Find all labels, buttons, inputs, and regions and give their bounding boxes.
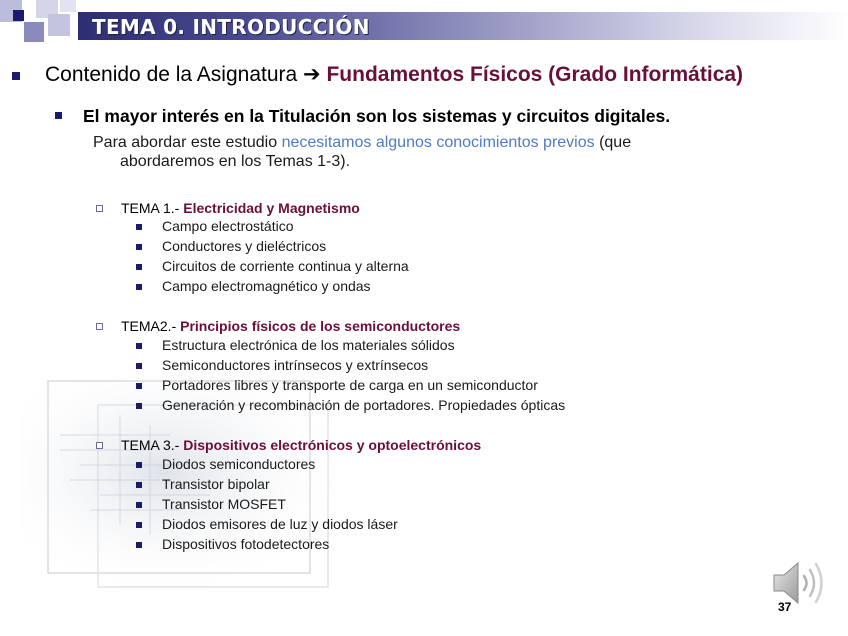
bullet-square-icon: [136, 462, 142, 468]
tema-1-items: [136, 216, 409, 296]
header-square-decoration: [24, 22, 44, 42]
list-item-text: Diodos emisores de luz y diodos láser: [162, 516, 398, 532]
tema-2-items: [136, 335, 565, 415]
level1-prefix: Contenido de la Asignatura: [45, 63, 298, 86]
list-item-text: Portadores libres y transporte de carga en un semiconductor: [162, 377, 538, 393]
tema-2-title: Principios físicos de los semiconductores: [180, 318, 461, 334]
paragraph-line2: abordaremos en los Temas 1-3).: [120, 153, 351, 170]
list-item-text: Generación y recombinación de portadores. Propiedades ópticas: [162, 397, 566, 413]
level2-text: El mayor interés en la Titulación son los sistemas y circuitos digitales.: [83, 106, 671, 126]
bullet-square-icon: [136, 264, 142, 270]
bullet-square-icon: [136, 363, 142, 369]
tema-2-label: [121, 318, 460, 334]
list-item-text: Semiconductores intrínsecos y extrínsecos: [162, 357, 429, 373]
list-item: [136, 355, 565, 375]
intro-paragraph: [93, 133, 773, 171]
list-item-text: Conductores y dieléctricos: [162, 238, 327, 254]
header-square-decoration: [13, 10, 24, 21]
list-item-text: Transistor bipolar: [162, 476, 270, 492]
page-title: TEMA 0. INTRODUCCIÓN: [92, 15, 370, 39]
tema-1-title: Electricidad y Magnetismo: [183, 200, 360, 216]
hollow-square-bullet-icon: [96, 205, 103, 212]
tema-3-label: [121, 437, 481, 453]
bullet-square-icon: [136, 343, 142, 349]
list-item: [136, 534, 398, 554]
tema-3-prefix: TEMA 3.-: [121, 437, 184, 453]
tema-2-prefix: TEMA2.-: [121, 318, 181, 334]
list-item-text: Dispositivos fotodetectores: [162, 536, 330, 552]
list-item: [136, 395, 565, 415]
list-item-text: Estructura electrónica de los materiales sólidos: [162, 337, 455, 353]
list-item-text: Circuitos de corriente continua y alterna: [162, 258, 409, 274]
list-item-text: Transistor MOSFET: [162, 496, 286, 512]
page-number: 37: [778, 600, 792, 614]
bullet-square-icon: [55, 112, 62, 119]
list-item: [136, 375, 565, 395]
tema-3-title: Dispositivos electrónicos y optoelectrónicos: [183, 437, 482, 453]
header-bar: [0, 0, 848, 46]
tema-3-items: [136, 454, 398, 554]
list-item: [136, 514, 398, 534]
bullet-square-icon: [136, 522, 142, 528]
list-item: [136, 216, 409, 236]
list-item: [136, 454, 398, 474]
bullet-square-icon: [136, 482, 142, 488]
list-item-text: Campo electrostático: [162, 218, 294, 234]
bullet-square-icon: [136, 224, 142, 230]
list-item-text: Diodos semiconductores: [162, 456, 316, 472]
tema-1-prefix: TEMA 1.-: [121, 200, 184, 216]
header-square-decoration: [48, 14, 70, 36]
list-item: [136, 256, 409, 276]
bullet-square-icon: [136, 383, 142, 389]
list-item: [136, 474, 398, 494]
bullet-square-icon: [136, 403, 142, 409]
level1-text: [45, 62, 743, 87]
list-item: [136, 276, 409, 296]
bullet-square-icon: [136, 502, 142, 508]
paragraph-part2: (que: [594, 134, 632, 151]
bullet-square-icon: [136, 284, 142, 290]
list-item: [136, 236, 409, 256]
paragraph-highlight: necesitamos algunos conocimientos previos: [281, 134, 595, 151]
course-title: Fundamentos Físicos (Grado Informática): [326, 63, 744, 86]
bullet-square-icon: [12, 72, 20, 80]
bullet-square-icon: [136, 542, 142, 548]
list-item: [136, 335, 565, 355]
header-square-decoration: [60, 0, 76, 12]
list-item-text: Campo electromagnético y ondas: [162, 278, 371, 294]
list-item: [136, 494, 398, 514]
arrow-right-icon: ➔: [303, 62, 321, 86]
speaker-icon[interactable]: [768, 558, 828, 608]
tema-1-label: [121, 200, 360, 216]
hollow-square-bullet-icon: [96, 442, 103, 449]
paragraph-part1: Para abordar este estudio: [93, 134, 282, 151]
bullet-square-icon: [136, 244, 142, 250]
hollow-square-bullet-icon: [96, 323, 103, 330]
